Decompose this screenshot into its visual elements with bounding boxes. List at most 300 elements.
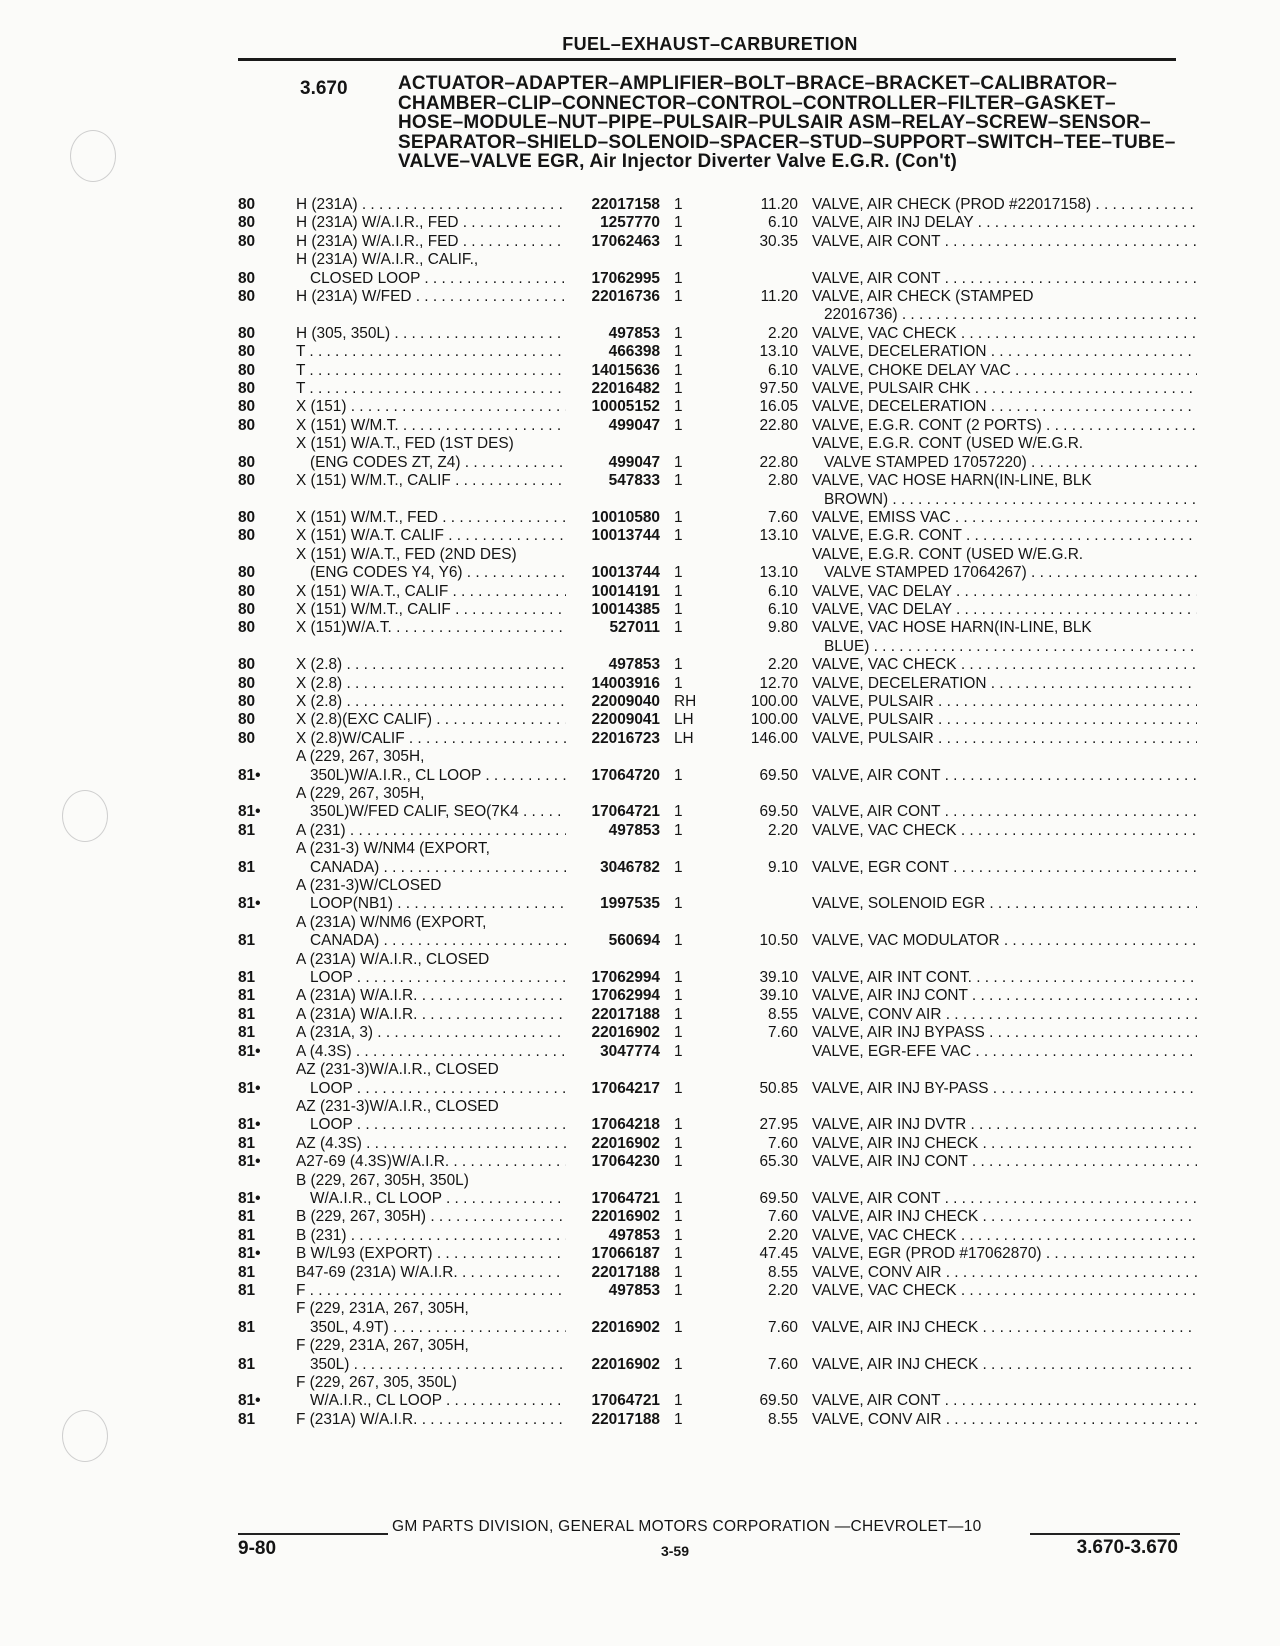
cell-part-number: 10013744 (591, 527, 660, 545)
cell-description (798, 398, 1197, 416)
cell-price: 69.50 (759, 766, 798, 784)
footer-page-number: 3-59 (660, 1543, 690, 1559)
cell-quantity: 1 (674, 269, 683, 287)
table-row (238, 748, 1197, 785)
cell-part-number: 10014385 (591, 600, 660, 618)
description-line: VALVE, VAC HOSE HARN(IN-LINE, BLK (812, 472, 1092, 490)
description-line: VALVE, EGR-EFE VAC . . . (812, 1043, 1197, 1061)
table-row (238, 1245, 1197, 1263)
cell-part-number: 17064217 (591, 1079, 660, 1097)
cell-description (798, 822, 1197, 840)
cell-quantity: 1 (674, 969, 683, 987)
cell-part-number: 22009041 (591, 711, 660, 729)
cell-quantity: 1 (674, 766, 683, 784)
cell-price: 69.50 (759, 1392, 798, 1410)
cell-part-number: 10005152 (591, 398, 660, 416)
table-row (238, 914, 1197, 951)
cell-price (728, 251, 798, 288)
table-row (238, 693, 1197, 711)
application-line: W/A.I.R., CL LOOP . . . (296, 1190, 566, 1208)
cell-price (728, 1043, 798, 1061)
application-line: A (229, 267, 305H, (296, 785, 425, 802)
cell-description (798, 435, 1197, 472)
cell-part-number: 10013744 (591, 564, 660, 582)
description-line: VALVE, VAC DELAY . . . (812, 583, 1197, 601)
description-line: VALVE, VAC CHECK . . . (812, 1282, 1197, 1300)
table-row (238, 1153, 1197, 1171)
cell-description (798, 656, 1197, 674)
cell-year: 80 (238, 582, 256, 600)
cell-quantity: 1 (674, 416, 683, 434)
cell-price: 2.20 (768, 656, 798, 674)
application-line: A (231A, 3) . . . (296, 1024, 566, 1042)
cell-description (798, 840, 1197, 877)
cell-quantity: 1 (674, 453, 683, 471)
cell-application (296, 472, 566, 509)
cell-price: 12.70 (759, 674, 798, 692)
cell-part-number: 499047 (608, 416, 660, 434)
table-row (238, 509, 1197, 527)
cell-year: 81 (238, 1208, 256, 1226)
cell-description (798, 1172, 1197, 1209)
table-row (238, 1337, 1197, 1374)
application-line: X (2.8) . . . (296, 675, 566, 693)
table-row (238, 380, 1197, 398)
cell-year: 80 (238, 269, 256, 287)
cell-quantity: 1 (674, 895, 683, 913)
section-number: 3.670 (300, 78, 348, 99)
cell-price: 100.00 (750, 711, 798, 729)
table-row (238, 398, 1197, 416)
footer-date: 9-80 (238, 1538, 277, 1559)
application-line: A27-69 (4.3S)W/A.I.R. . . . (296, 1153, 566, 1171)
cell-price: 2.20 (768, 821, 798, 839)
cell-description (798, 325, 1197, 343)
application-line: H (231A) W/A.I.R., FED . . . (296, 214, 566, 232)
cell-description (798, 196, 1197, 214)
cell-price: 9.10 (768, 858, 798, 876)
application-line: H (231A) W/FED . . . (296, 288, 566, 306)
cell-description (798, 1245, 1197, 1263)
cell-year: 81 (238, 969, 256, 987)
table-row (238, 546, 1197, 583)
cell-description (798, 601, 1197, 619)
cell-year: 80 (238, 398, 256, 416)
cell-part-number: 14003916 (591, 674, 660, 692)
cell-application (296, 251, 566, 288)
application-line: X (2.8) . . . (296, 693, 566, 711)
cell-application (296, 601, 566, 619)
cell-application (296, 509, 566, 527)
description-line: VALVE, E.G.R. CONT (USED W/E.G.R. (812, 435, 1084, 453)
cell-application (296, 822, 566, 840)
description-line: VALVE, AIR INJ CHECK . . . (812, 1356, 1197, 1374)
cell-part-number: 497853 (608, 1226, 660, 1244)
cell-quantity: 1 (674, 987, 683, 1005)
cell-year: 80 (238, 343, 256, 361)
cell-application (296, 233, 566, 251)
cell-description (798, 1337, 1197, 1374)
application-line: A (231A) W/A.I.R. . . . (296, 1006, 566, 1024)
cell-application (296, 196, 566, 214)
table-row (238, 1264, 1197, 1282)
table-row (238, 251, 1197, 288)
cell-quantity: 1 (674, 1392, 683, 1410)
cell-price: 97.50 (759, 380, 798, 398)
cell-description (798, 251, 1197, 288)
cell-application (296, 877, 566, 914)
cell-application (296, 435, 566, 472)
description-line: VALVE, AIR INJ BYPASS . . . (812, 1024, 1197, 1042)
description-line: VALVE, AIR INJ CHECK . . . (812, 1319, 1197, 1337)
cell-application (296, 987, 566, 1005)
punch-hole (62, 790, 108, 842)
cell-year: 81 (238, 858, 256, 876)
application-line: A (231) . . . (296, 822, 566, 840)
cell-description (798, 1135, 1197, 1153)
cell-application (296, 1300, 566, 1337)
application-line: X (151) W/A.T., FED (1ST DES) (296, 435, 514, 453)
cell-year: 81 (238, 1134, 256, 1152)
table-row (238, 785, 1197, 822)
cell-year: 81 (238, 1355, 256, 1373)
cell-year: 81• (238, 803, 261, 821)
cell-quantity: 1 (674, 508, 683, 526)
cell-price: 50.85 (759, 1079, 798, 1097)
cell-part-number: 22017188 (591, 1263, 660, 1281)
cell-part-number: 17064721 (591, 1392, 660, 1410)
cell-year: 80 (238, 508, 256, 526)
cell-part-number: 10014191 (591, 582, 660, 600)
cell-description (798, 1264, 1197, 1282)
application-line: LOOP . . . (296, 1116, 566, 1134)
cell-application (296, 527, 566, 545)
cell-quantity: 1 (674, 1116, 683, 1134)
cell-description (798, 546, 1197, 583)
application-line: AZ (231-3)W/A.I.R., CLOSED (296, 1061, 499, 1079)
description-line: VALVE, CONV AIR . . . (812, 1411, 1197, 1429)
application-line: W/A.I.R., CL LOOP . . . (296, 1392, 566, 1410)
cell-application (296, 656, 566, 674)
cell-application (296, 840, 566, 877)
cell-price: 8.55 (768, 1263, 798, 1281)
cell-description (798, 417, 1197, 435)
cell-year: 81• (238, 1116, 261, 1134)
cell-year: 81 (238, 1005, 256, 1023)
application-line: A (4.3S) . . . (296, 1043, 566, 1061)
description-line: VALVE STAMPED 17057220) . . . (812, 454, 1197, 472)
cell-quantity: LH (674, 711, 694, 729)
application-line: (ENG CODES ZT, Z4) . . . (296, 454, 566, 472)
cell-part-number: 3046782 (600, 858, 660, 876)
footer-rule-left (238, 1533, 388, 1535)
cell-quantity: 1 (674, 361, 683, 379)
cell-description (798, 362, 1197, 380)
cell-description (798, 1043, 1197, 1061)
table-row (238, 1098, 1197, 1135)
cell-part-number: 497853 (608, 656, 660, 674)
cell-description (798, 509, 1197, 527)
description-line: VALVE, PULSAIR . . . (812, 730, 1197, 748)
application-line: F (229, 267, 305, 350L) (296, 1374, 457, 1391)
table-row (238, 1208, 1197, 1226)
cell-application (296, 785, 566, 822)
table-row (238, 472, 1197, 509)
cell-quantity: 1 (674, 1226, 683, 1244)
application-line: AZ (231-3)W/A.I.R., CLOSED (296, 1097, 499, 1115)
application-line: A (231A) W/A.I.R. . . . (296, 987, 566, 1005)
cell-price: 7.60 (768, 1355, 798, 1373)
cell-part-number: 497853 (608, 1281, 660, 1299)
description-line: BROWN) . . . (812, 491, 1197, 509)
header-rule (238, 58, 1176, 61)
table-row (238, 1135, 1197, 1153)
cell-price: 30.35 (759, 232, 798, 250)
cell-price: 39.10 (759, 987, 798, 1005)
cell-part-number: 1997535 (600, 895, 660, 913)
cell-quantity: 1 (674, 324, 683, 342)
application-line: LOOP . . . (296, 969, 566, 987)
cell-price (728, 877, 798, 914)
cell-quantity: 1 (674, 564, 683, 582)
cell-part-number: 527011 (609, 619, 660, 637)
cell-quantity: 1 (674, 803, 683, 821)
table-row (238, 196, 1197, 214)
application-line: A (231-3)W/CLOSED (296, 877, 442, 895)
application-line: H (231A) W/A.I.R., CALIF., (296, 251, 479, 269)
cell-application (296, 1098, 566, 1135)
cell-description (798, 527, 1197, 545)
description-line: VALVE, DECELERATION . . . (812, 398, 1197, 416)
cell-quantity: 1 (674, 398, 683, 416)
cell-year: 81 (238, 1318, 256, 1336)
cell-quantity: 1 (674, 619, 683, 637)
application-line: B W/L93 (EXPORT) . . . (296, 1245, 566, 1263)
cell-application (296, 417, 566, 435)
cell-description (798, 914, 1197, 951)
cell-price: 69.50 (759, 1189, 798, 1207)
description-line: VALVE, AIR INJ CHECK . . . (812, 1135, 1197, 1153)
cell-part-number: 22017188 (591, 1410, 660, 1428)
cell-quantity: 1 (674, 1318, 683, 1336)
table-row (238, 675, 1197, 693)
cell-price: 39.10 (759, 969, 798, 987)
cell-application (296, 343, 566, 361)
description-line: VALVE, AIR INJ BY-PASS . . . (812, 1080, 1197, 1098)
cell-application (296, 398, 566, 416)
cell-year: 80 (238, 472, 256, 490)
application-line: T . . . (296, 362, 566, 380)
cell-application (296, 619, 566, 656)
cell-part-number: 497853 (608, 821, 660, 839)
application-line: X (151)W/A.T. . . . (296, 619, 566, 637)
description-line: VALVE, AIR CONT . . . (812, 803, 1197, 821)
cell-quantity: 1 (674, 232, 683, 250)
cell-part-number: 22016902 (591, 1208, 660, 1226)
cell-quantity: 1 (674, 1208, 683, 1226)
application-line: X (151) W/M.T., FED . . . (296, 509, 566, 527)
application-line: H (231A) . . . (296, 196, 566, 214)
cell-description (798, 1300, 1197, 1337)
cell-application (296, 380, 566, 398)
table-row (238, 233, 1197, 251)
cell-year: 80 (238, 232, 256, 250)
cell-description (798, 1208, 1197, 1226)
cell-part-number: 14015636 (591, 361, 660, 379)
application-line: 350L)W/FED CALIF, SEO(7K4 . . . (296, 803, 566, 821)
section-title: ACTUATOR–ADAPTER–AMPLIFIER–BOLT–BRACE–BRACKET–CALIBRATOR–CHAMBER–CLIP–CONNECTOR–CONTROL–CONTROLLER–FILTER–GASKET–HOSE–MODULE–NUT–PIPE–PULSAIR–PULSAIR ASM–RELAY–SCREW–SENSOR–SEPARATOR–SHIELD–SOLENOID–SPACER–STUD–SUPPORT–SWITCH–TEE–TUBE–VALVE–VALVE EGR, Air Injector Diverter Valve E.G.R. (Con't) (398, 73, 1176, 172)
cell-year: 80 (238, 729, 256, 747)
cell-price: 6.10 (768, 214, 798, 232)
table-row (238, 840, 1197, 877)
application-line: 350L)W/A.I.R., CL LOOP . . . (296, 767, 566, 785)
application-line: (ENG CODES Y4, Y6) . . . (296, 564, 566, 582)
cell-description (798, 472, 1197, 509)
table-row (238, 583, 1197, 601)
application-line: A (229, 267, 305H, (296, 748, 425, 766)
cell-description (798, 1411, 1197, 1429)
cell-year: 81 (238, 1263, 256, 1281)
page-header-title: FUEL–EXHAUST–CARBURETION (562, 34, 858, 54)
cell-quantity: 1 (674, 1005, 683, 1023)
cell-year: 81 (238, 1226, 256, 1244)
cell-price: 7.60 (768, 1318, 798, 1336)
cell-price: 11.20 (760, 196, 798, 213)
cell-quantity: 1 (674, 582, 683, 600)
cell-description (798, 877, 1197, 914)
cell-description (798, 1153, 1197, 1171)
table-row (238, 1061, 1197, 1098)
cell-year: 81• (238, 1245, 261, 1263)
cell-description (798, 730, 1197, 748)
description-line: VALVE, AIR CONT . . . (812, 270, 1197, 288)
cell-description (798, 214, 1197, 232)
description-line: VALVE, AIR INJ CHECK . . . (812, 1208, 1197, 1226)
description-line: VALVE, E.G.R. CONT (2 PORTS) . . . (812, 417, 1197, 435)
description-line: 22016736) . . . (812, 306, 1197, 324)
cell-part-number: 17064230 (591, 1153, 660, 1171)
cell-application (296, 1135, 566, 1153)
cell-quantity: 1 (674, 1281, 683, 1299)
cell-year: 81• (238, 1079, 261, 1097)
description-line: VALVE, AIR CONT . . . (812, 233, 1197, 251)
cell-part-number: 17064721 (591, 1189, 660, 1207)
cell-application (296, 583, 566, 601)
cell-price: 100.00 (750, 692, 798, 710)
cell-year: 80 (238, 453, 256, 471)
cell-quantity: RH (674, 692, 697, 710)
cell-part-number: 17062994 (591, 987, 660, 1005)
cell-part-number: 3047774 (600, 1042, 660, 1060)
cell-description (798, 1227, 1197, 1245)
cell-application (296, 914, 566, 951)
cell-application (296, 1024, 566, 1042)
cell-price: 69.50 (759, 803, 798, 821)
application-line: CANADA) . . . (296, 932, 566, 950)
cell-price: 13.10 (759, 343, 798, 361)
description-line: VALVE, PULSAIR CHK . . . (812, 380, 1197, 398)
description-line: VALVE, AIR INT CONT. . . . (812, 969, 1197, 987)
cell-quantity: 1 (674, 1263, 683, 1281)
cell-year: 80 (238, 380, 256, 398)
cell-part-number: 17062994 (591, 969, 660, 987)
cell-quantity: 1 (674, 196, 683, 213)
description-line: VALVE, VAC CHECK . . . (812, 325, 1197, 343)
cell-part-number: 17064218 (591, 1116, 660, 1134)
cell-price: 6.10 (768, 361, 798, 379)
application-line: B (231) . . . (296, 1227, 566, 1245)
cell-description (798, 1024, 1197, 1042)
table-row (238, 1282, 1197, 1300)
application-line: X (2.8)W/CALIF . . . (296, 730, 566, 748)
description-line: VALVE, AIR INJ DVTR . . . (812, 1116, 1197, 1134)
application-line: B47-69 (231A) W/A.I.R. . . . (296, 1264, 566, 1282)
description-line: BLUE) . . . (812, 638, 1197, 656)
cell-quantity: 1 (674, 1024, 683, 1042)
cell-description (798, 1006, 1197, 1024)
cell-quantity: 1 (674, 1153, 683, 1171)
cell-part-number: 499047 (608, 453, 660, 471)
table-row (238, 951, 1197, 988)
cell-application (296, 1061, 566, 1098)
application-line: AZ (4.3S) . . . (296, 1135, 566, 1153)
cell-year: 81 (238, 932, 256, 950)
table-row (238, 343, 1197, 361)
cell-application (296, 675, 566, 693)
cell-application (296, 1006, 566, 1024)
cell-price: 2.80 (768, 472, 798, 490)
description-line: VALVE, AIR INJ DELAY . . . (812, 214, 1197, 232)
description-line: VALVE, AIR INJ CONT . . . (812, 1153, 1197, 1171)
cell-description (798, 1098, 1197, 1135)
cell-application (296, 1172, 566, 1209)
table-row (238, 435, 1197, 472)
cell-quantity: 1 (674, 821, 683, 839)
description-line: VALVE, E.G.R. CONT (USED W/E.G.R. (812, 545, 1084, 563)
description-line: VALVE, VAC CHECK . . . (812, 822, 1197, 840)
cell-price: 8.55 (768, 1005, 798, 1023)
cell-year: 80 (238, 196, 256, 213)
application-line: F (229, 231A, 267, 305H, (296, 1300, 469, 1318)
description-line: VALVE, EGR (PROD #17062870) . . . (812, 1245, 1197, 1263)
description-line: VALVE, VAC DELAY . . . (812, 601, 1197, 619)
cell-year: 81• (238, 895, 261, 913)
cell-part-number: 547833 (608, 472, 660, 490)
cell-year: 80 (238, 288, 256, 306)
table-row (238, 1043, 1197, 1061)
cell-application (296, 1374, 566, 1411)
description-line: VALVE, CHOKE DELAY VAC . . . (812, 362, 1197, 380)
cell-description (798, 619, 1197, 656)
application-line: B (229, 267, 305H, 350L) (296, 1171, 469, 1189)
cell-price: 7.60 (768, 1024, 798, 1042)
cell-price: 8.55 (768, 1410, 798, 1428)
cell-year: 80 (238, 656, 256, 674)
application-line: F (229, 231A, 267, 305H, (296, 1337, 469, 1355)
cell-part-number: 22017188 (591, 1005, 660, 1023)
description-line: VALVE, DECELERATION . . . (812, 343, 1197, 361)
cell-price: 16.05 (759, 398, 798, 416)
cell-part-number: 22016902 (591, 1355, 660, 1373)
cell-description (798, 785, 1197, 822)
cell-year: 81• (238, 1189, 261, 1207)
application-line: CLOSED LOOP . . . (296, 270, 566, 288)
table-row (238, 619, 1197, 656)
cell-price: 11.20 (760, 288, 798, 306)
cell-quantity: 1 (674, 288, 683, 306)
cell-description (798, 748, 1197, 785)
description-line: VALVE, AIR CHECK (PROD #22017158) . . . (812, 196, 1197, 214)
